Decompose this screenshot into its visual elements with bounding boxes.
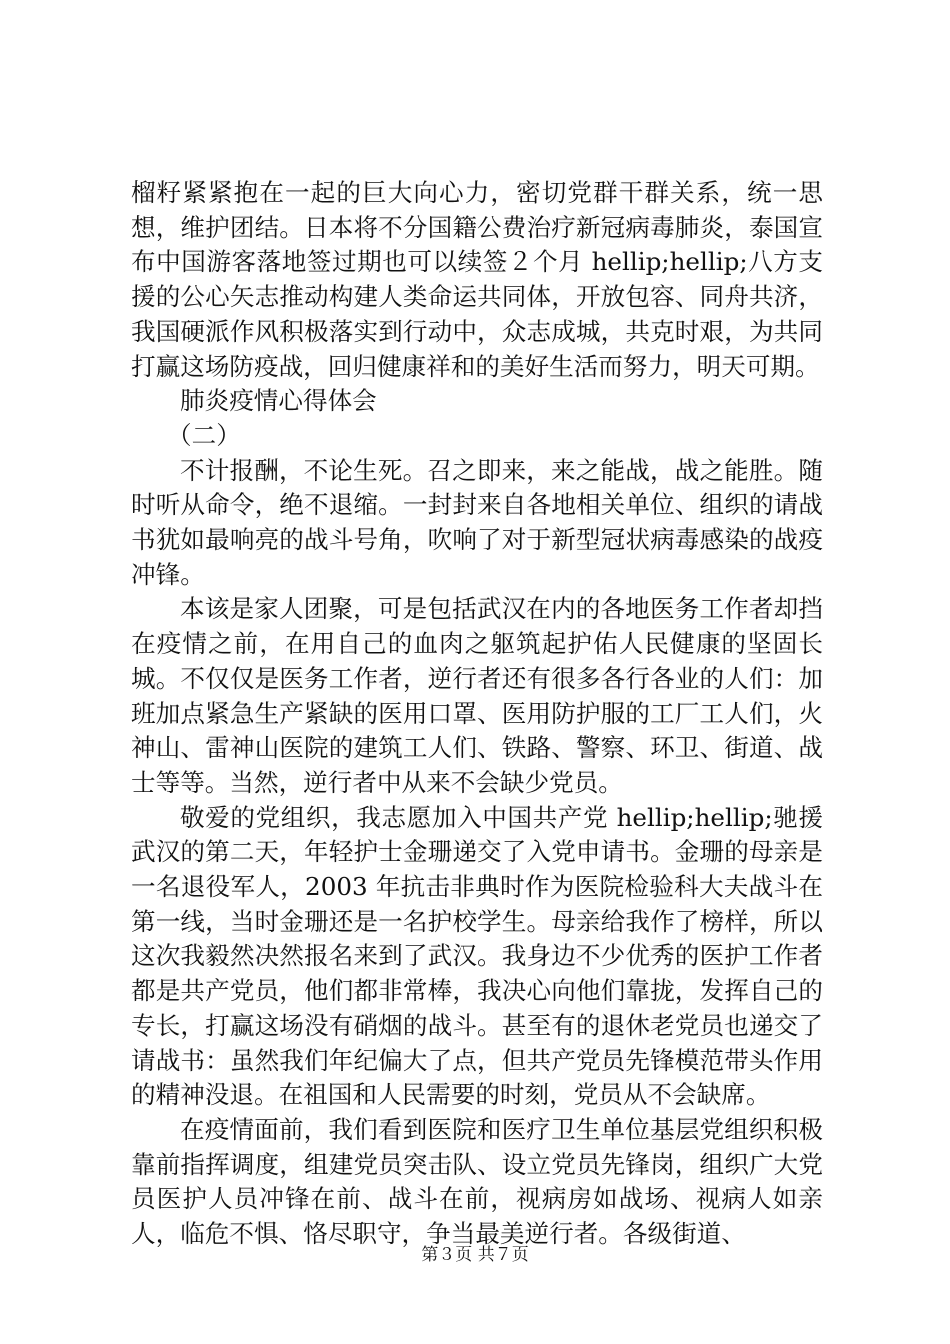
page-number-footer: 第３页 共７页 bbox=[421, 1245, 529, 1265]
paragraph-continuation: 榴籽紧紧抱在一起的巨大向心力，密切党群干群关系，统一思想，维护团结。日本将不分国籍公费治疗新冠病毒肺炎，泰国宣布中国游客落地签过期也可以续签２个月 hellip;hellip;八方支援的公心矢志推动构建人类命运共同体，开放包容、同舟共济，我国硬派作风积极落实到行动中，众志成城，共克时艰，为共同打赢这场防疫战，回归健康祥和的美好生活而努力，明天可期。 bbox=[131, 178, 823, 381]
paragraph: 敬爱的党组织，我志愿加入中国共产党 hellip;hellip;驰援武汉的第二天，年轻护士金珊递交了入党申请书。金珊的母亲是一名退役军人，2003 年抗击非典时作为医院检验科大夫战斗在第一线，当时金珊还是一名护校学生。母亲给我作了榜样，所以这次我毅然决然报名来到了武汉。我身边不少优秀的医护工作者都是共产党员，他们都非常棒，我决心向他们靠拢，发挥自己的专长，打赢这场没有硝烟的战斗。甚至有的退休老党员也递交了请战书：虽然我们年纪偏大了点，但共产党员先锋模范带头作用的精神没退。在祖国和人民需要的时刻，党员从不会缺席。 bbox=[131, 802, 823, 1110]
paragraph: 本该是家人团聚，可是包括武汉在内的各地医务工作者却挡在疫情之前，在用自己的血肉之躯筑起护佑人民健康的坚固长城。不仅仅是医务工作者，逆行者还有很多各行各业的人们：加班加点紧急生产紧缺的医用口罩、医用防护服的工厂工人们，火神山、雷神山医院的建筑工人们、铁路、警察、环卫、街道、战士等等。当然，逆行者中从来不会缺少党员。 bbox=[131, 594, 823, 797]
paragraph: 在疫情面前，我们看到医院和医疗卫生单位基层党组织积极靠前指挥调度，组建党员突击队、设立党员先锋岗，组织广大党员医护人员冲锋在前、战斗在前，视病房如战场、视病人如亲人，临危不惧、恪尽职守，争当最美逆行者。各级街道、 bbox=[131, 1114, 823, 1249]
paragraph: 不计报酬，不论生死。召之即来，来之能战，战之能胜。随时听从命令，绝不退缩。一封封来自各地相关单位、组织的请战书犹如最响亮的战斗号角，吹响了对于新型冠状病毒感染的战疫冲锋。 bbox=[131, 455, 823, 589]
section-subheading: （二） bbox=[167, 420, 241, 450]
section-heading: 肺炎疫情心得体会 bbox=[180, 386, 377, 416]
document-body bbox=[131, 176, 823, 1252]
